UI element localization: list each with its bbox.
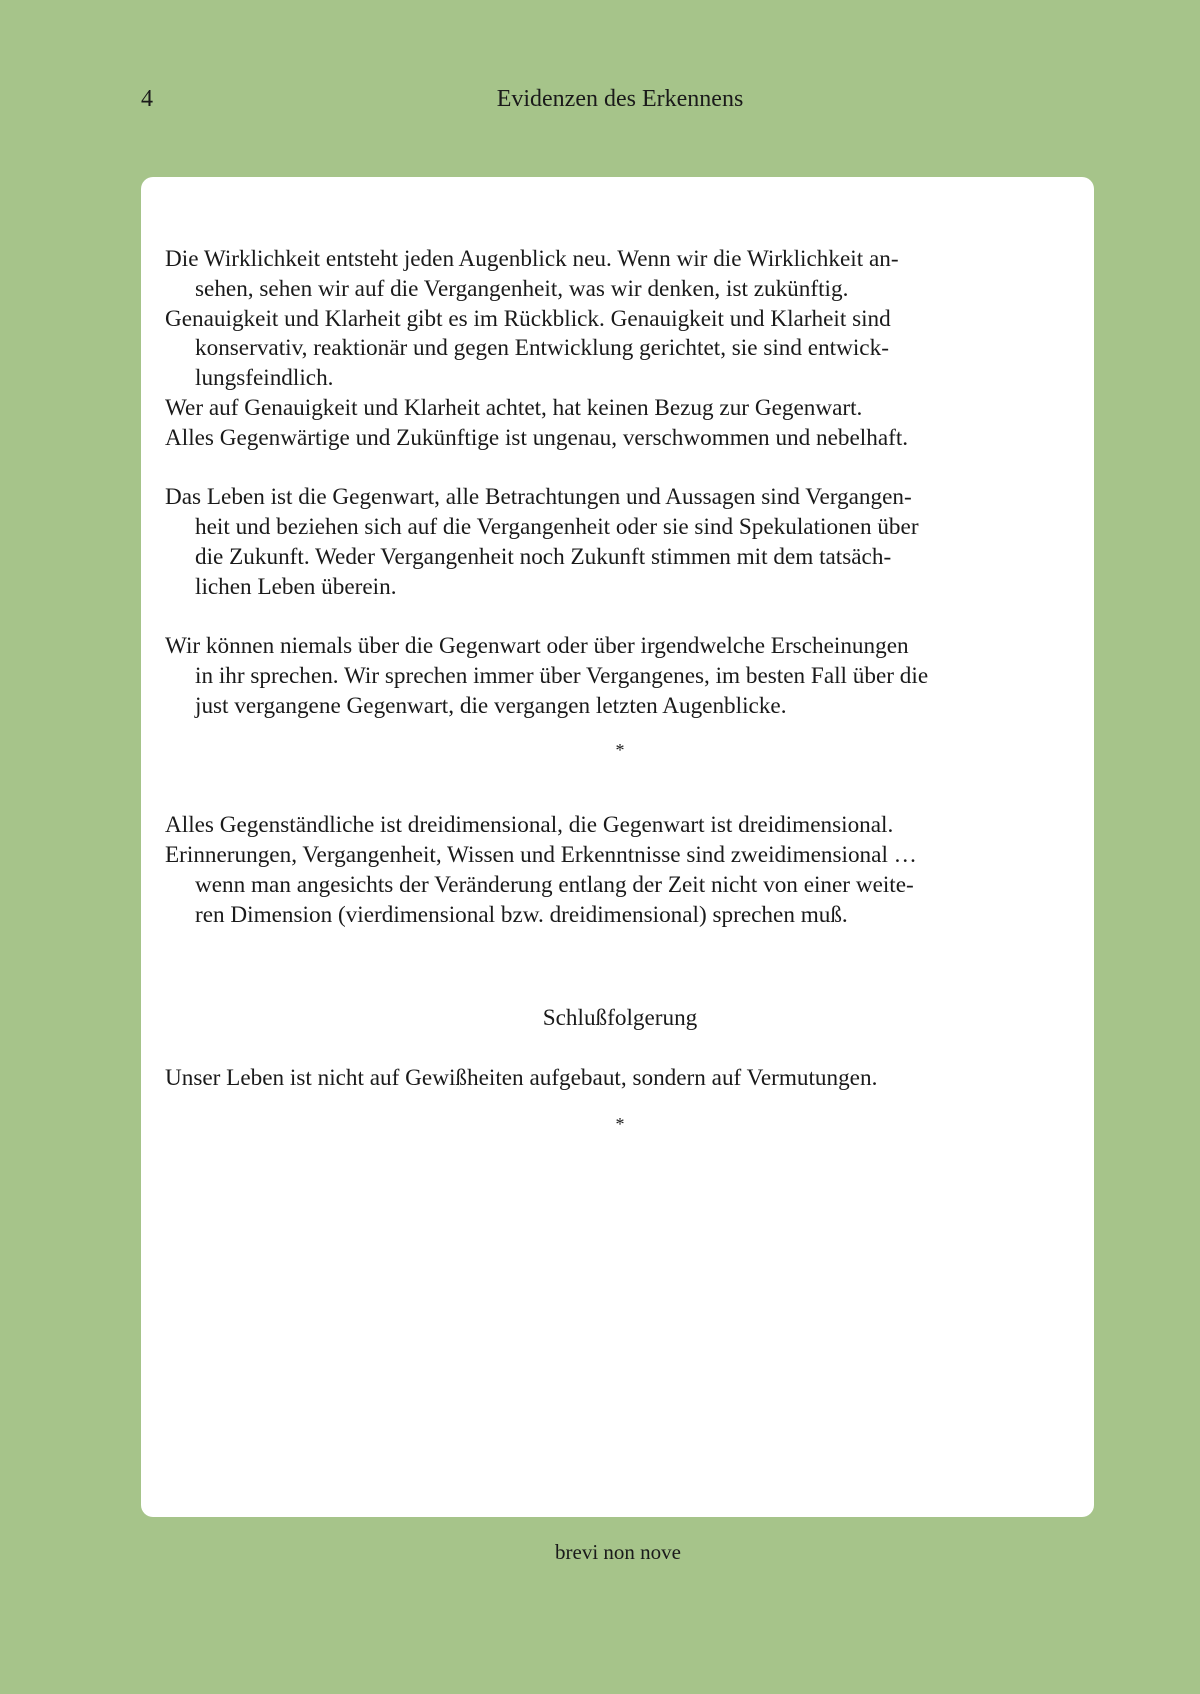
section-separator: * xyxy=(615,739,625,760)
paragraph-leben xyxy=(165,483,1075,602)
text-line: Wir können niemals über die Gegenwart oder über irgendwelche Erscheinungen in ihr sprechen. Wir sprechen immer über Vergangenes, im besten Fall über die just vergangene Gegenwart, die vergangen letzten Augenblicke. xyxy=(165,633,929,719)
text-line: Alles Gegenwärtige und Zukünftige ist ungenau, verschwommen und nebelhaft. xyxy=(165,424,909,451)
text-line: Genauigkeit und Klarheit gibt es im Rückblick. Genauigkeit und Klarheit sind konservativ, reaktionär und gegen Entwicklung gerichtet, sie sind entwick- lungsfeindlich. xyxy=(165,305,891,392)
page-header xyxy=(141,86,1059,120)
paragraph-dimension xyxy=(165,811,1075,930)
paragraph-conclusion: Unser Leben ist nicht auf Gewißheiten aufgebaut, sondern auf Vermutungen. xyxy=(165,1064,878,1091)
section-heading: Schlußfolgerung xyxy=(542,1005,698,1032)
section-separator: * xyxy=(615,1113,625,1134)
running-title: Evidenzen des Erkennens xyxy=(496,86,744,112)
text-line: Erinnerungen, Vergangenheit, Wissen und Erkenntnisse sind zweidimensional … wenn man angesichts der Veränderung entlang der Zeit nicht von einer weite- ren Dimension (vierdimensional bzw. dreidimensional) sprechen muß. xyxy=(165,842,917,928)
text-line: Die Wirklichkeit entsteht jeden Augenblick neu. Wenn wir die Wirklichkeit an- sehen, sehen wir auf die Vergangenheit, was wir denken, ist zukünftig. xyxy=(165,246,899,302)
text-line: Wer auf Genauigkeit und Klarheit achtet, hat keinen Bezug zur Gegenwart. xyxy=(165,394,863,421)
paragraph-gegenwart xyxy=(165,632,1075,721)
text-line: Alles Gegenständliche ist dreidimensional, die Gegenwart ist dreidimensional. xyxy=(165,812,894,839)
page-number: 4 xyxy=(141,86,153,112)
paragraph-wirklichkeit xyxy=(165,245,1075,454)
text-card xyxy=(141,177,1094,1517)
page-footer: brevi non nove xyxy=(555,1540,681,1564)
body-text xyxy=(165,245,1075,1139)
text-line: Das Leben ist die Gegenwart, alle Betrachtungen und Aussagen sind Vergangen- heit und beziehen sich auf die Vergangenheit oder sie sind Spekulationen über die Zukunft. Weder Vergangenheit noch Zukunft stimmen mit dem tatsäch- lichen Leben überein. xyxy=(165,484,919,600)
